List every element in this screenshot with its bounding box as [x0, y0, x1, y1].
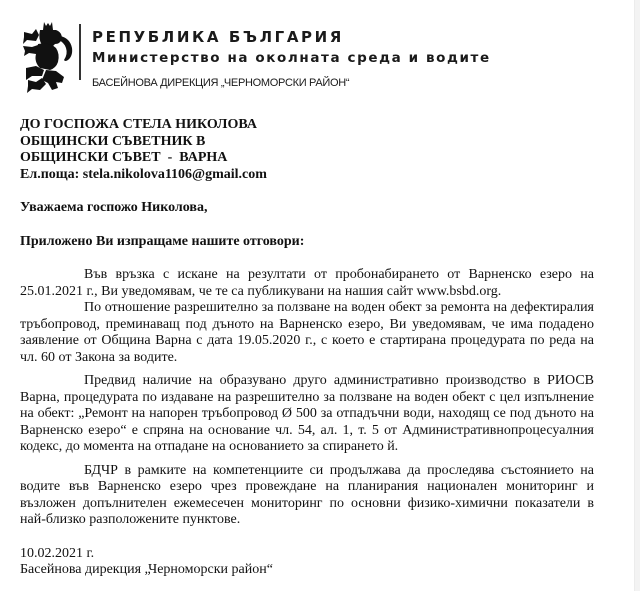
recipient-line-3: ОБЩИНСКИ СЪВЕТ - ВАРНА: [20, 150, 228, 165]
recipient-email-line: [20, 167, 594, 184]
recipient-block: [20, 117, 594, 183]
directorate-title: БАСЕЙНОВА ДИРЕКЦИЯ „ЧЕРНОМОРСКИ РАЙОН“: [92, 77, 350, 89]
letterhead: [20, 20, 620, 100]
email-label: Ел.поща:: [20, 166, 80, 182]
signature-block: [20, 546, 594, 579]
recipient-line-2: ОБЩИНСКИ СЪВЕТНИК В: [20, 133, 206, 149]
greeting: Уважаема госпожо Николова,: [20, 200, 208, 215]
letter-date: 10.02.2021 г.: [20, 545, 95, 561]
recipient-line-1: ДО ГОСПОЖА СТЕЛА НИКОЛОВА: [20, 117, 257, 132]
bulgarian-lion-emblem-icon: [20, 20, 76, 96]
letter-body: [20, 117, 594, 579]
paragraph-1: Във връзка с искане на резултати от пробонабирането от Варненско езеро на 25.01.2021 г., Ви уведомявам, че те са публикувани на нашия сайт www.bsbd.org.: [20, 267, 594, 299]
paragraph-3: Предвид наличие на образувано друго административно производство в РИОСВ Варна, процедурата по издаване на разрешително за ползване на воден обект с цел изпълнение на обект: „Ремонт на напорен тръбопровод Ø 500 за отпадъчни води, находящ се под дъното на Варненско езеро“ е спряна на основание чл. 54, ал. 1, т. 5 от Административнопроцесуалния кодекс, до момента на отпадане на основанието за спирането й.: [20, 373, 594, 454]
ministry-title: Министерство на околната среда и водите: [92, 50, 491, 66]
intro-line: Приложено Ви изпращаме нашите отговори:: [20, 233, 305, 249]
paragraph-2: По отношение разрешително за ползване на воден обект за ремонта на дефектиралия тръбопровод, преминаващ под дъното на Варненско езеро, Ви уведомявам, че има подадено заявление от Община Варна с дата 19.05.2020 г., с което е стартирана процедурата по реда на чл. 60 от Закона за водите.: [20, 300, 594, 365]
header-divider: [79, 24, 81, 80]
country-title: РЕПУБЛИКА БЪЛГАРИЯ: [92, 28, 344, 46]
email-address: stela.nikolova1106@gmail.com: [82, 166, 267, 182]
paragraph-4: БДЧР в рамките на компетенциите си продължава да проследява състоянието на водите във Варненско езеро чрез провеждане на планирания национален мониторинг и възложен допълнителен ежемесечен мониторинг по основни физико-химични показатели в най-близко разположените пунктове.: [20, 462, 594, 527]
sender-name: Басейнова дирекция „Черноморски район“: [20, 562, 273, 577]
